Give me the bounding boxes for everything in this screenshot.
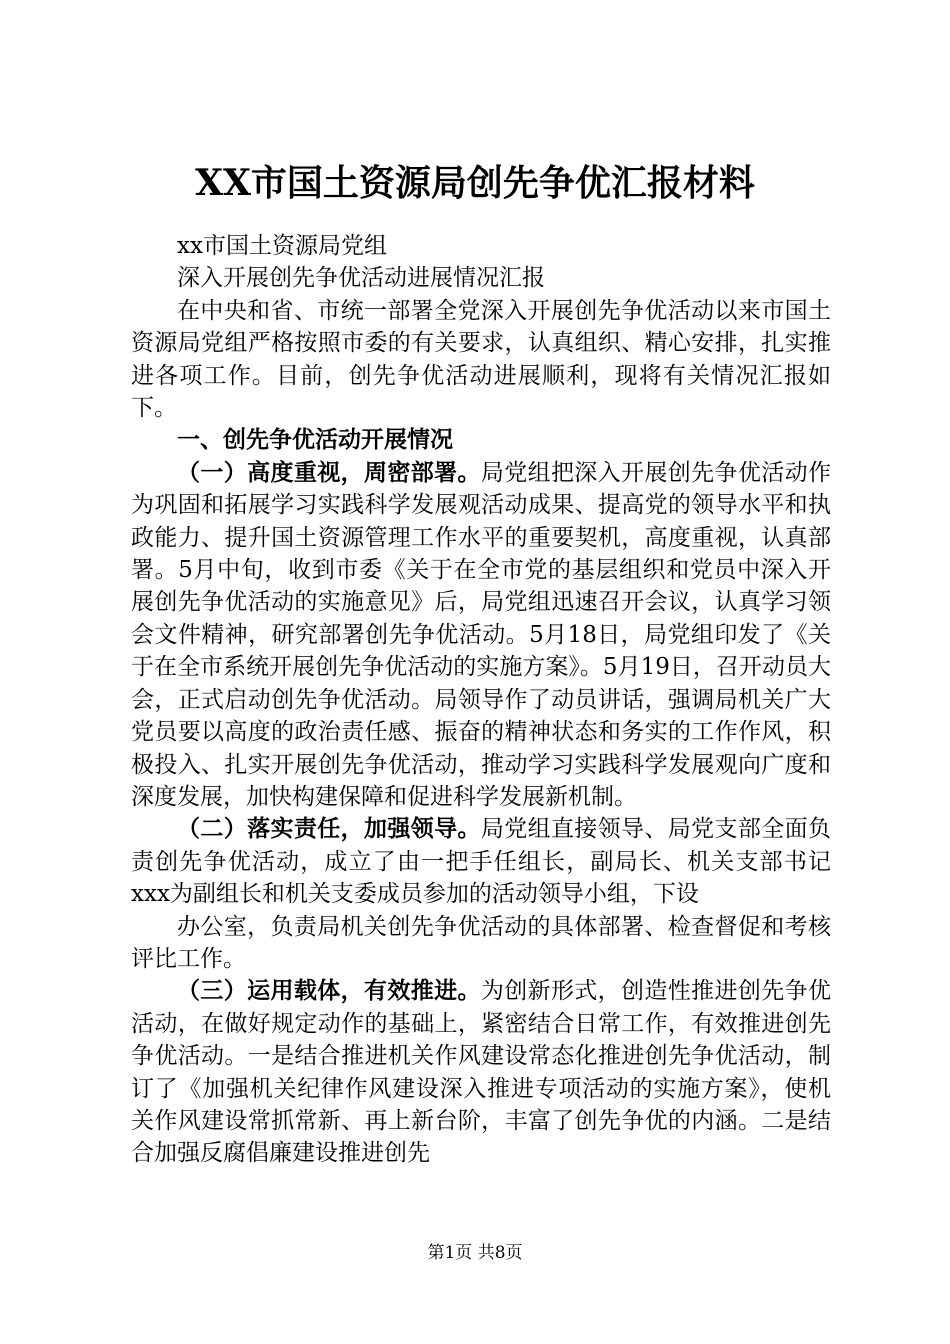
paragraph-text: xx市国土资源局党组 bbox=[177, 233, 387, 259]
paragraph-text: 为创新形式，创造性推进创先争优活动，在做好规定动作的基础上，紧密结合日常工作，有效推进创先争优活动。一是结合推进机关作风建设常态化推进创先争优活动，制订了《加强机关纪律作风建设深入推进专项活动的实施方案》，使机关作风建设常抓常新、再上新台阶，丰富了创先争优的内涵。二是结合加强反腐倡廉建设推进创先 bbox=[131, 978, 832, 1167]
author-line bbox=[131, 230, 831, 262]
paragraph-item-1 bbox=[131, 457, 831, 813]
paragraph-text: 办公室，负责局机关创先争优活动的具体部署、检查督促和考核评比工作。 bbox=[131, 913, 831, 972]
paragraph-continuation bbox=[131, 911, 831, 976]
heading-text: 一、创先争优活动开展情况 bbox=[177, 426, 453, 454]
document-title: XX市国土资源局创先争优汇报材料 bbox=[195, 162, 755, 204]
document-body bbox=[131, 230, 831, 1170]
section-heading bbox=[131, 424, 831, 456]
paragraph-text: 深入开展创先争优活动进展情况汇报 bbox=[177, 265, 545, 292]
paragraph-item-2 bbox=[131, 813, 831, 910]
paragraph-text: 在中央和省、市统一部署全党深入开展创先争优活动以来市国土资源局党组严格按照市委的有关要求，认真组织、精心安排，扎实推进各项工作。目前，创先争优活动进展顺利，现将有关情况汇报如下。 bbox=[131, 297, 831, 422]
page-footer: 第1页 共8页 bbox=[427, 1243, 523, 1263]
paragraph-lead: （一）高度重视，周密部署。 bbox=[177, 458, 481, 486]
paragraph-lead: （三）运用载体，有效推进。 bbox=[177, 977, 481, 1005]
report-subtitle bbox=[131, 262, 831, 294]
paragraph-text: 局党组把深入开展创先争优活动作为巩固和拓展学习实践科学发展观活动成果、提高党的领导水平和执政能力、提升国土资源管理工作水平的重要契机，高度重视，认真部署。5月中旬，收到市委《关于在全市党的基层组织和党员中深入开展创先争优活动的实施意见》后，局党组迅速召开会议，认真学习领会文件精神，研究部署创先争优活动。5月18日，局党组印发了《关于在全市系统开展创先争优活动的实施方案》。5月19日，召开动员大会，正式启动创先争优活动。局领导作了动员讲话，强调局机关广大党员要以高度的政治责任感、振奋的精神状态和务实的工作作风，积极投入、扎实开展创先争优活动，推动学习实践科学发展观向广度和深度发展，加快构建保障和促进科学发展新机制。 bbox=[131, 459, 832, 810]
paragraph-intro bbox=[131, 295, 831, 425]
paragraph-text: 局党组直接领导、局党支部全面负责创先争优活动，成立了由一把手任组长，副局长、机关支部书记xxx为副组长和机关支委成员参加的活动领导小组，下设 bbox=[131, 816, 832, 908]
paragraph-item-3 bbox=[131, 975, 831, 1169]
paragraph-lead: （二）落实责任，加强领导。 bbox=[177, 815, 481, 843]
